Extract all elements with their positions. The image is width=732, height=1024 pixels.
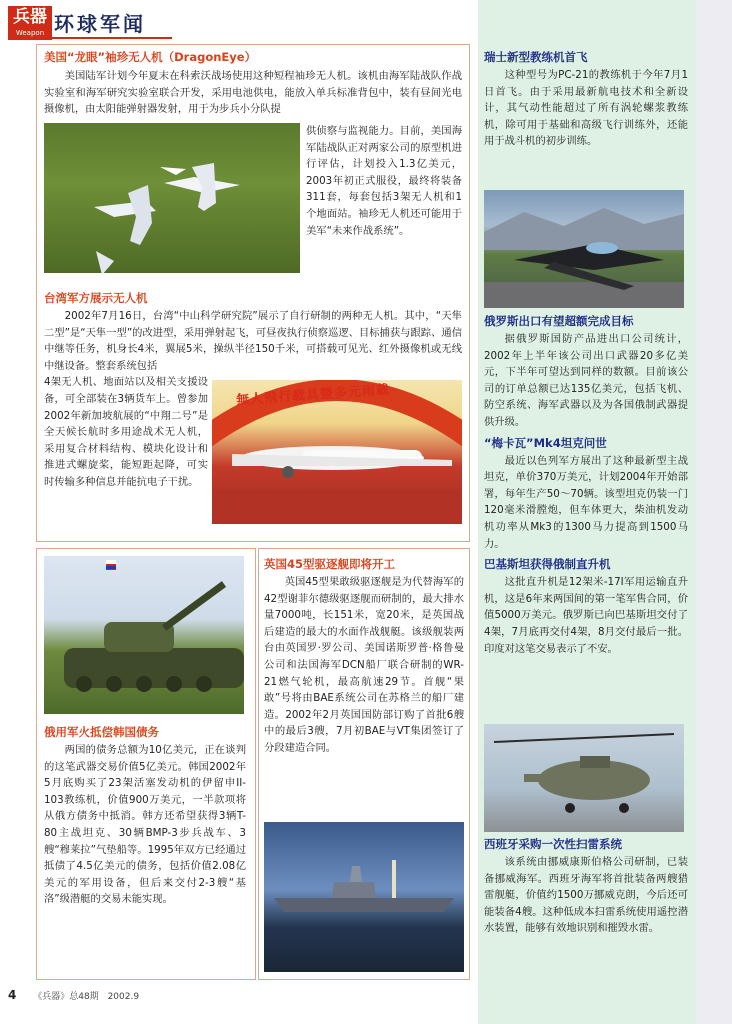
- destroyer-illustration: [264, 822, 464, 972]
- tank-photo: [44, 556, 244, 714]
- helicopter-photo: [484, 724, 684, 832]
- dragoneye-body-top: 美国陆军计划今年夏末在科索沃战场使用这种短程袖珍无人机。该机由海军陆战队作战实验室和海军研究实验室联合开发，采用电池供电，能放入单兵标准背包中，装有昼间光电摄像机，由太阳能弹射器发射，用于为步兵小分队提: [44, 70, 462, 116]
- russia-export-body: 据俄罗斯国防产品进出口公司统计，2002年上半年该公司出口武器20多亿美元，下半年可望达到同样的数额。目前该公司的订单总额已达135亿美元，包括飞机、防空系统、海军武器以及为各国俄制武器提供升级。: [484, 333, 688, 428]
- taiwan-body-top: 2002年7月16日，台湾“中山科学研究院”展示了自行研制的两种无人机。其中，“天隼二型”是“天隼一型”的改进型，采用弹射起飞，可昼夜执行侦察巡逻、目标捕获与跟踪、通信中继等任务，机身长4米，翼展5米，操纵半径150千米，可搭载可见光、红外摄像机或无线中继设备。整套系统包括: [44, 310, 462, 372]
- merkava-body: 最近以色列军方展出了这种最新型主战坦克，单价370万美元，计划2004年开始部署，每年生产50～70辆。该型坦克仍装一门120毫米滑膛炮，但车体更大，柴油机发动机功率从Mk3的1300马力提高到1500马力。: [484, 454, 688, 550]
- russia-debt-article: [44, 724, 246, 908]
- russia-export-title: 俄罗斯出口有望超额完成目标: [484, 314, 634, 328]
- page-edge-strip: [696, 0, 732, 1024]
- pc21-body: 这种型号为PC-21的教练机于今年7月1日首飞。由于采用最新航电技术和全新设计，其气动性能超过了所有涡轮螺浆教练机，除可用于基础和高级飞行训练外，还能用于战斗机的初步训练。: [484, 69, 688, 148]
- spain-body: 该系统由挪威康斯伯格公司研制，已装备挪威海军。西班牙海军将首批装备两艘猎雷舰艇，价值约1500万挪威克朗，今后还可能装备4艘。这种低成本扫雷系统使用遥控潜水装置，能够有效地识别和摧毁水雷。: [484, 856, 688, 935]
- issue-date: 2002.9: [107, 992, 140, 1002]
- dragoneye-photo: [44, 123, 300, 273]
- russia-debt-body: 两国的债务总额为10亿美元，正在谈判的这笔武器交易价值5亿美元。韩国2002年5月底购买了23架活塞发动机的伊留申II-103教练机，价值900万美元，一半款项将从俄方债务中抵消。韩方还希望获得3辆T-80主战坦克、30辆BMP-3步兵战车、3艘“穆莱拉”气垫船等。1995年双方已经通过抵债了4.5亿美元的债务，包括价值2.08亿美元的军用设备，但后来交付2-3艘“基洛”级潜艇的交易未能实现。: [44, 744, 246, 906]
- trainer-aircraft-illustration: [484, 190, 684, 308]
- spain-article: [484, 836, 688, 937]
- right-column-2: [484, 313, 688, 657]
- dragoneye-body-right-text: 供侦察与监视能力。目前，美国海军陆战队正对两家公司的原型机进行评估，计划投入1.3亿美元，2003年初正式服役，最终将装备311套，每套包括3架无人机和1个地面站。袖珍无人机还可能用于美军“未来作战系统”。: [306, 125, 462, 237]
- logo-text: 兵器: [13, 7, 47, 27]
- merkava-title: “梅卡瓦”Mk4坦克问世: [484, 435, 607, 450]
- taiwan-title: 台湾军方展示无人机: [44, 291, 148, 305]
- spain-title: 西班牙采购一次性扫雷系统: [484, 837, 622, 851]
- taiwan-body-left-text: 4架无人机、地面站以及相关支援设备，可全部装在3辆货车上。曾参加2002年新加坡航展的“中翔二号”是全天候长航时多用途战术无人机，采用复合材料结构、模块化设计和推进式螺旋桨，能短距起降，可实时传输多种信息并能抗电子干扰。: [44, 376, 208, 488]
- masthead-title: 环球军闻: [54, 12, 146, 36]
- masthead: [8, 6, 168, 42]
- masthead-underline: [52, 37, 172, 39]
- taiwan-body-left: [44, 374, 208, 490]
- dragoneye-title: 美国“龙眼”袖珍无人机（DragonEye）: [44, 50, 257, 64]
- tank-illustration: [44, 556, 244, 714]
- footer: [8, 988, 408, 1004]
- pc21-photo: [484, 190, 684, 308]
- destroyer-photo: [264, 822, 464, 972]
- taiwan-photo: [212, 380, 462, 524]
- drone-illustration: [44, 123, 300, 273]
- type45-article: [264, 556, 464, 757]
- journal-name: 《兵器》总48期: [33, 992, 99, 1002]
- pakistan-title: 巴基斯坦获得俄制直升机: [484, 557, 611, 572]
- helicopter-illustration: [484, 724, 684, 832]
- pakistan-body: 这批直升机是12架米-17I军用运输直升机，这是6年来两国间的第一笔军售合同，价值5000万美元。俄罗斯已向巴基斯坦交付了4架，7月底再交付4架，8月交付最后一批。印度对这笔交易表示了不安。: [484, 576, 688, 655]
- taiwan-article: [44, 290, 462, 491]
- type45-body: 英国45型果敢级驱逐舰是为代替海军的42型谢菲尔德级驱逐舰而研制的，最大排水量7000吨，长151米，宽20米，是英国战后建造的最大的水面作战舰艇。该级舰装两台由英国罗·罗公司、美国诺斯罗普·格鲁曼公司和法国海军DCN船厂联合研制的WR-21燃气轮机，最高航速29节。首舰“果敢”号将由BAE系统公司在苏格兰的船厂建造。2002年2月英国国防部订购了首批6艘中的最后3艘，7月初BAE与VT集团签订了分段建造合同。: [264, 576, 464, 754]
- right-column: [484, 49, 688, 150]
- dragoneye-body-right: [306, 123, 462, 239]
- page-number: 4: [8, 988, 17, 1002]
- weapon-logo: [8, 6, 52, 40]
- logo-sub-text: Weapon: [15, 29, 45, 37]
- dragoneye-article: [44, 49, 462, 237]
- type45-title: 英国45型驱逐舰即将开工: [264, 557, 396, 571]
- russia-debt-title: 俄用军火抵偿韩国债务: [44, 725, 159, 739]
- taiwan-banner-text: 無人飛行載具暨多元雨載: [235, 382, 391, 409]
- pc21-title: 瑞士新型教练机首飞: [484, 50, 588, 64]
